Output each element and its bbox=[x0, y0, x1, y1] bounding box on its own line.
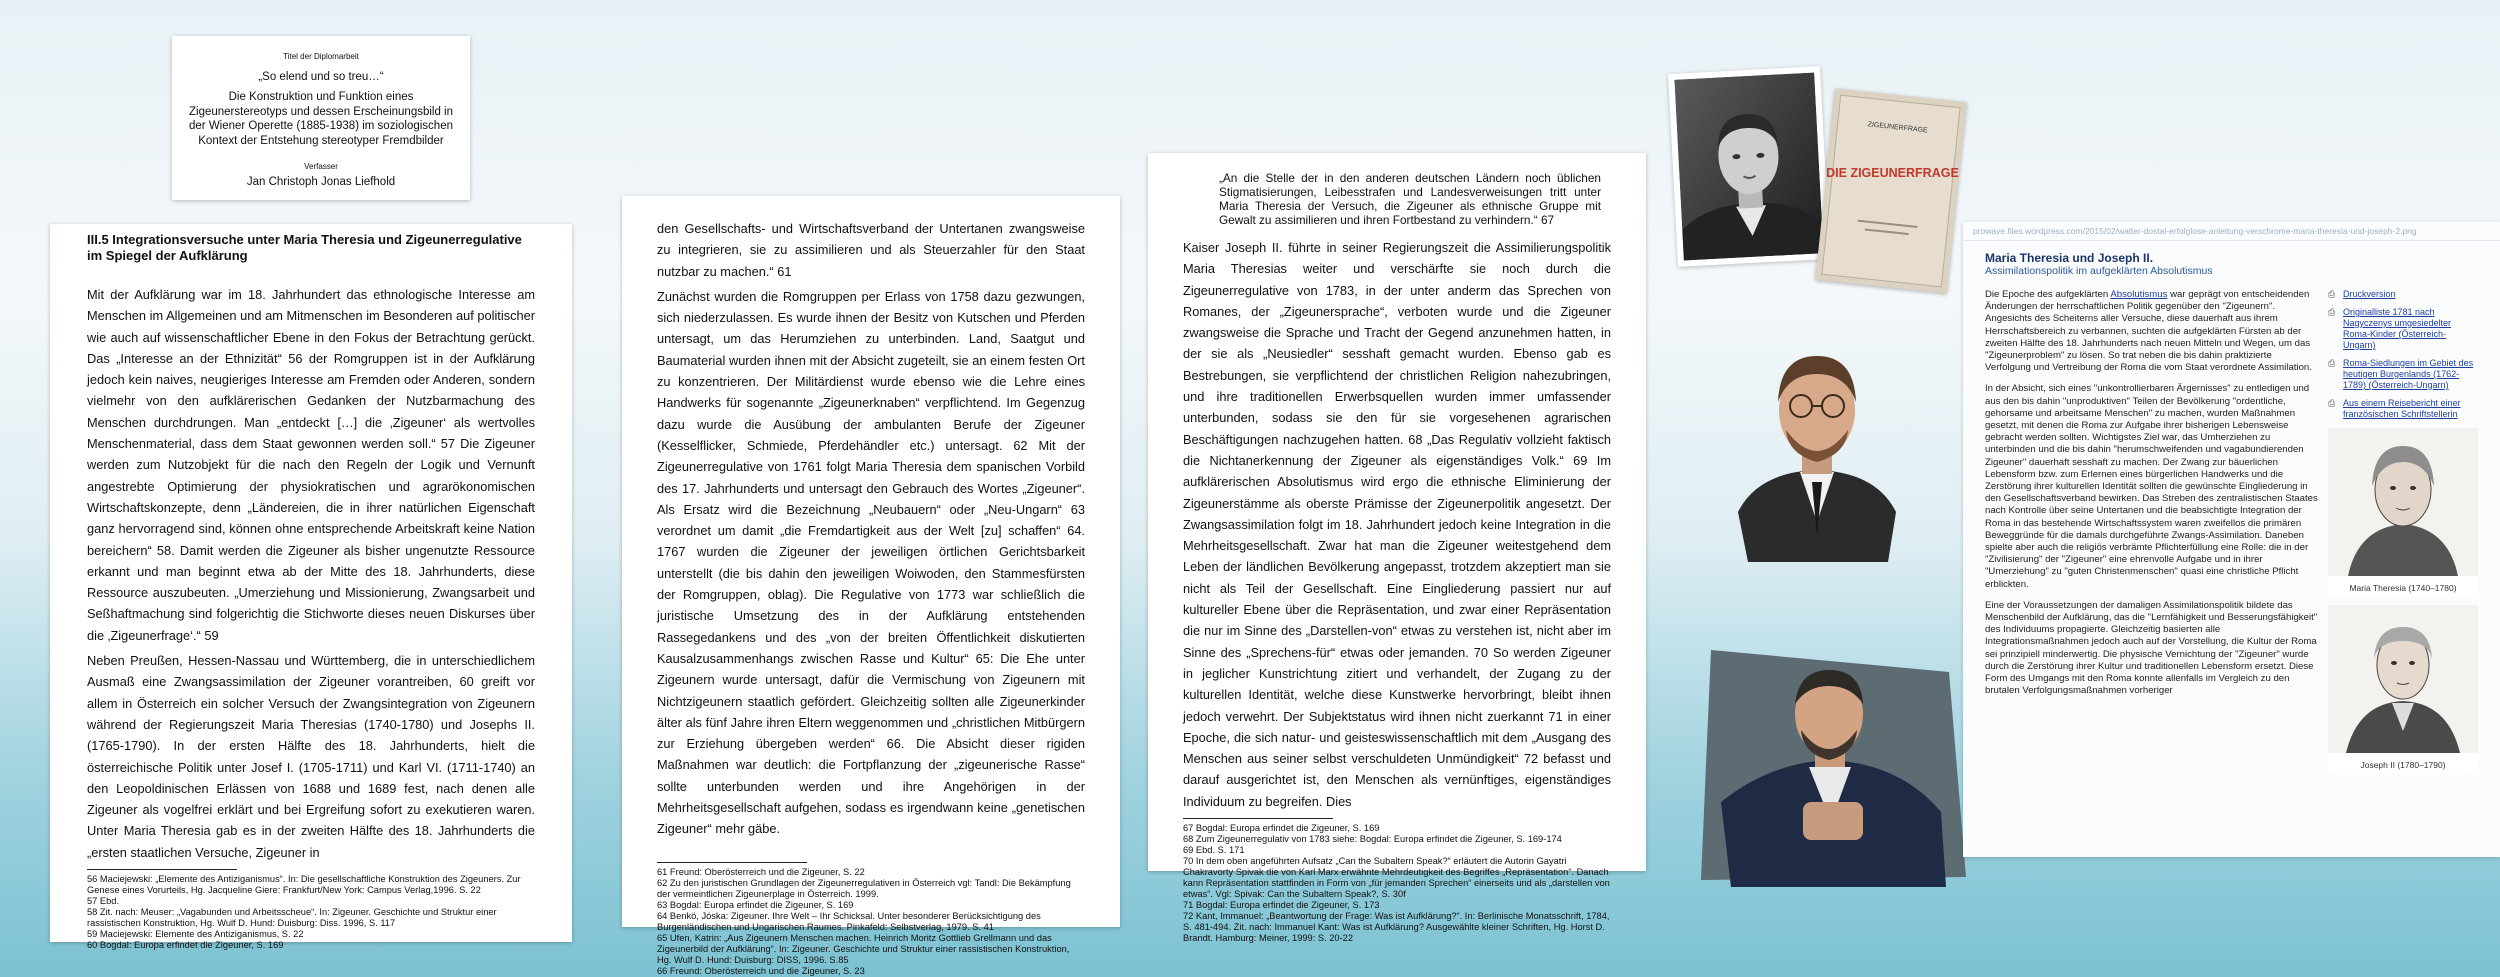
image-url-bar[interactable]: prowave.files.wordpress.com/2015/02/walter-dostal-erfolglose-anleitung-verschrome-maria-theresia-und-joseph-2.png bbox=[1963, 222, 2500, 241]
footnote: 65 Ufen, Katrin: „Aus Zigeunern Menschen machen. Heinrich Moritz Gottlieb Grellmann und das Zigeunerbild der Aufklärung“. In: Zigeuner. Geschichte und Struktur einer rassistischen Konstruktion, Hg. Wulf D. Hund: Duisburg: DISS, 1996. S.85 bbox=[657, 932, 1070, 965]
link-item[interactable] bbox=[2328, 398, 2478, 420]
document-page-3 bbox=[1148, 153, 1646, 944]
footnote: 66 Freund: Oberösterreich und die Zigeuner, S. 23 bbox=[657, 965, 865, 976]
article-paragraph: Die Epoche des aufgeklärten Absolutismus war geprägt von entscheidenden Änderungen der herrschaftlichen Politik gegenüber den "Zigeunern". Angesichts des Scheiterns aller Versuche, diese dauerhaft aus ihrem Herrschaftsbereich zu verbannen, suchten die aufgeklärten Fürsten ab der zweiten Hälfte des 18. Jahrhunderts nach neuen Mitteln und Wegen, um das "Zigeunerproblem" zu lösen. So trat neben die bis dahin praktizierte Verfolgung und Vertreibung der Roma die vom Staat verordnete Assimilation. bbox=[1985, 289, 2312, 374]
article-text bbox=[1985, 289, 2318, 774]
document-icon: ⎙ bbox=[2328, 307, 2336, 317]
footnote: 69 Ebd. S. 171 bbox=[1183, 845, 1245, 856]
absolutismus-link[interactable]: Absolutismus bbox=[2110, 289, 2168, 300]
link-item[interactable] bbox=[2328, 289, 2478, 300]
article-sidebar bbox=[2328, 289, 2478, 774]
travel-report-link[interactable]: Aus einem Reisebericht einer französischen Schriftstellerin bbox=[2343, 398, 2461, 419]
title-label: Titel der Diplomarbeit bbox=[283, 52, 359, 61]
link-item[interactable] bbox=[2328, 307, 2478, 351]
portrait-caption: Maria Theresia (1740–1780) bbox=[2349, 583, 2457, 593]
footnote: 71 Bogdal: Europa erfindet die Zigeuner, S. 173 bbox=[1183, 900, 1380, 911]
paragraph: Neben Preußen, Hessen-Nassau und Württemberg, die in unterschiedlichem Ausmaß eine Zwangsassimilation der Zigeuner vorantreiben, 60 greift vor allem in Österreich ein solcher Versuch der Zwangsintegration von Zigeunern während der Regierungszeit Maria Theresias (1740-1780) und Josephs II. (1765-1790). In der ersten Hälfte des 18. Jahrhunderts, hielt die österreichische Politik unter Josef I. (1705-1711) und Karl VI. (1711-1740) an den Leopoldinischen Erlässen von 1688 und 1689 fest, nach denen alle Zigeuner als vogelfrei erklärt und bei Ergreifung sofort zu exekutieren waren. Unter Maria Theresia gab es in der zweiten Hälfte des 18. Jahrhunderts die „ersten staatlichen Versuche, Zigeuner in bbox=[87, 653, 535, 860]
footnotes bbox=[657, 867, 1085, 977]
footnote: 61 Freund: Oberösterreich und die Zigeuner, S. 22 bbox=[657, 866, 865, 877]
speaker-photo bbox=[1691, 642, 1971, 887]
footnote-divider bbox=[87, 869, 237, 870]
thesis-subtitle: Die Konstruktion und Funktion eines Zigeunerstereotyps und dessen Erscheinungsbild in der Wiener Operette (1885-1938) im soziologischen Kontext der Entstehung stereotyper Fremdbilder bbox=[188, 91, 454, 147]
portrait-photo bbox=[1668, 66, 1830, 267]
footnote: 70 In dem oben angeführten Aufsatz „Can the Subaltern Speak?“ erläutert die Autorin Gayatri Chakravorty Spivak die von Karl Marx erwähnte Mehrdeutigkeit des Begriffes „Repräsentation“. Danach kann Repräsentation stattfinden in Form von „für jemanden Sprechen“ einerseits und als „darstellen von etwas“. Vgl: Spivak: Can the Subaltern Speak?, S. 30f bbox=[1183, 856, 1610, 900]
thesis-title-card bbox=[172, 36, 470, 200]
section-heading: III.5 Integrationsversuche unter Maria Theresia und Zigeunerregulative im Spiegel der Aufklärung bbox=[87, 232, 522, 263]
footnotes bbox=[87, 874, 535, 951]
footnote: 59 Maciejewski: Elemente des Antiziganismus, S. 22 bbox=[87, 929, 304, 940]
article-title: Maria Theresia und Joseph II. bbox=[1985, 251, 2154, 265]
print-icon: ⎙ bbox=[2328, 289, 2336, 299]
settlements-link[interactable]: Roma-Siedlungen im Gebiet des heutigen Burgenlands (1762-1789) (Österreich-Ungarn) bbox=[2343, 358, 2474, 390]
footnote: 58 Zit. nach: Meuser: „Vagabunden und Arbeitsscheue“. In: Zigeuner. Geschichte und Struktur einer rassistischen Konstruktion, Hg. Wulf D. Hund: Duisburg: Diss. 1996, S. 117 bbox=[87, 907, 497, 929]
article-paragraph: In der Absicht, sich eines "unkontrollierbaren Ärgernisses" zu entledigen und aus den bis dahin "unproduktiven" Teilen der Bevölkerung "ordentliche, gehorsame und arbeitsame Menschen" zu machen, wurden Maßnahmen gesetzt, mit denen die Roma zur Aufgabe ihrer bisherigen Lebensweise gebracht werden sollten. Wichtigstes Ziel war, das Umherziehen zu unterbinden und die bis dahin "herumschweifenden und vagabundierenden Zigeuner" dauerhaft sesshaft zu machen. Der Zwang zur bäuerlichen Lebensform bzw. zum Erlernen eines bürgerlichen Handwerks und die Zerstörung ihrer kulturellen Identität sollten die gewünschte Eingliederung in den Gesellschaftsverband bewirken. Das Streben des zentralistischen Staates nach Kontrolle über seine Untertanen und die beabsichtigte Integration der Roma in das bestehende Wirtschaftssystem waren zweifellos die primären Beweggründe für die damals durchgeführte Zwangs-Assimilation. Daneben spielte aber auch die religiös verbrämte Pflichterfüllung eine Rolle: die in der "Zivilisierung" der "Zigeuner" eine ehrenvolle Aufgabe und in ihrer "Umerziehung" zu "guten Christenmenschen" quasi eine christliche Pflicht erblickten. bbox=[1985, 383, 2318, 590]
man-photo bbox=[1728, 322, 1906, 562]
thesis-title: „So elend und so treu…“ bbox=[258, 70, 384, 83]
document-icon: ⎙ bbox=[2328, 358, 2336, 368]
footnote: 67 Bogdal: Europa erfindet die Zigeuner, S. 169 bbox=[1183, 823, 1380, 834]
book-cover-image bbox=[1815, 89, 1966, 294]
block-quote: „An die Stelle der in den anderen deutschen Ländern noch üblichen Stigmatisierungen, Leibesstrafen und Landesverweisungen tritt unter Maria Theresia der Versuch, die Zigeuner als ethnische Gruppe mit Gewalt zu assimilieren und ihren Fortbestand zu verhindern.“ 67 bbox=[1219, 171, 1601, 227]
footnote-divider bbox=[1183, 818, 1333, 819]
footnote: 56 Maciejewski: „Elemente des Antiziganismus“. In: Die gesellschaftliche Konstruktion des Zigeuners. Zur Genese eines Vorurteils, Hg. Jacqueline Giere: Frankfurt/New York: Campus Verlag,1996. S. 22 bbox=[87, 874, 521, 896]
footnote: 64 Benkö, Jóska: Zigeuner. Ihre Welt – Ihr Schicksal. Unter besonderer Berücksichtigung des Burgenländischen und Ungarischen Raumes. Pinkafeld: Selbstverlag, 1979. S. 41 bbox=[657, 910, 1041, 932]
list-link[interactable]: Originalliste 1781 nach Nagyczenys umgesiedelter Roma-Kinder (Österreich-Ungarn) bbox=[2343, 307, 2452, 350]
footnote: 63 Bogdal: Europa erfindet die Zigeuner, S. 169 bbox=[657, 899, 854, 910]
book-title: DIE ZIGEUNERFRAGE bbox=[1826, 166, 1959, 181]
book-top-text: ZIGEUNERFRAGE bbox=[1867, 121, 1928, 135]
web-article bbox=[1963, 222, 2500, 857]
print-version-link[interactable]: Druckversion bbox=[2343, 289, 2396, 299]
portrait-image bbox=[1674, 72, 1823, 260]
footnotes bbox=[1183, 823, 1611, 944]
related-links bbox=[2328, 289, 2478, 420]
author-label: Verfasser bbox=[304, 162, 338, 171]
joseph-ii-portrait bbox=[2328, 605, 2478, 774]
page-body bbox=[657, 218, 1085, 840]
paragraph: Kaiser Joseph II. führte in seiner Regierungszeit die Assimilierungspolitik Maria Theresias weiter und verschärfte sie noch durch die Zigeunerregulative von 1783, in der unter anderm das Sprechen von Romanes, der „Zigeunersprache“, verboten wurde und die Zigeuner zwangsweise die Sprache und Tracht der Gegend anzunehmen hatten, in der sie als „Neusiedler“ sesshaft gemacht wurden. Ebenso gab es Bestrebungen, sie verpflichtend der christlichen Religion nahezubringen, und ihre traditionellen Erwerbsquellen wurden immer umfassender unterbunden, sodass sie den für sie vorgesehenen agrarischen Beschäftigungen nachzugehen hatten. 68 „Das Regulativ vollzieht faktisch die Nichtanerkennung der Zigeuner als eigenständiges Volk.“ 69 Im aufklärerischen Absolutismus wird ergo die ethnische Eliminierung der Zigeunerstämme als oberste Prämisse der Zigeunerpolitik angesetzt. Der Zwangsassimilation folgt im 18. Jahrhundert jedoch keine Integration in die Mehrheitsgesellschaft. Zwar hat man die Zigeuner weitestgehend dem Leben der ländlichen Bevölkerung angepasst, trotzdem akzeptiert man sie nicht als Teil der Gesellschaft. Eine Eingliederung passiert nur auf kultureller Ebene über die Repräsentation, und zwar einer Repräsentation die nur im Sinne des „Darstellen-von“ etwas zu verstehen ist, nicht aber im Sinne des „Sprechens-für“ etwas oder jemanden. 70 So werden Zigeuner in jeglicher Kunstrichtung zitiert und verhandelt, der Zugang zu der kulturellen Identität, welche diese Kunstwerke hervorbringt, bleibt ihnen jedoch verwehrt. Der Subjektstatus wird ihnen nicht zuerkannt 71 in einer Epoche, die sich natur- und geisteswissenschaftlich mit dem „Ausgang des Menschen aus seiner selbst verschuldeten Unmündigkeit“ 72 befasst und darauf ausgerichtet ist, den Menschen als vernünftiges, eigenständiges Individuum zu begreifen. Dies bbox=[1183, 240, 1611, 809]
footnote: 68 Zum Zigeunerregulativ von 1783 siehe: Bogdal: Europa erfindet die Zigeuner, S. 169-174 bbox=[1183, 834, 1562, 845]
document-page-2 bbox=[622, 196, 1120, 976]
thesis-author: Jan Christoph Jonas Liefhold bbox=[246, 175, 396, 188]
paragraph: Mit der Aufklärung war im 18. Jahrhundert das ethnologische Interesse am Menschen im Allgemeinen und am Mitmenschen im Besonderen auf politischer wie auch auf wissenschaftlicher Ebene in den Fokus der Betrachtung gerückt. Das „Interesse an der Ethnizität“ 56 der Romgruppen ist in der Aufklärung jedoch kein naives, neugieriges Interesse am Fremden oder Anderen, sondern vielmehr von den aufklärerischen Gedanken der Nutzbarmachung des Menschen durchdrungen. Man „entdeckt […] die ‚Zigeuner‘ als wertvolles Menschenmaterial, dass dem Staat gewonnen werden soll.“ 57 Die Zigeuner werden zum Nutzobjekt für die nach den Regeln der Logik und Vernunft angestrebte Optimierung der physiokratischen und agrarökonomischen Wirtschaftskonzepte, denn „Ländereien, die in ihrer natürlichen Eigenschaft ganz hervorragend sind, können ohne entsprechende Arbeitskraft keine Nation bereichern“ 58. Damit werden die Zigeuner als bisher ungenutzte Ressource erkannt und man beginnt etwa ab der Mitte des 18. Jahrhunderts, diese Ressource auszubeuten. „Umerziehung und Missionierung, Zwangsarbeit und Seßhaftmachung sind folgerichtig die Stichworte dieses neuen Diskurses über die ‚Zigeunerfrage‘.“ 59 bbox=[87, 287, 535, 643]
paragraph: den Gesellschafts- und Wirtschaftsverband der Untertanen zwangsweise zu integrieren, sie zu assimilieren und als Steuerzahler für den Staat nutzbar zu machen.“ 61 bbox=[657, 221, 1085, 279]
article-paragraph: Eine der Voraussetzungen der damaligen Assimilationspolitik bildete das Menschenbild der Aufklärung, das die "Lernfähigkeit und Besserungsfähigkeit" des Individuums propagierte. Gleichzeitig basierten alle Integrationsmaßnahmen jedoch auch auf der Vorstellung, die Kultur der Roma sei prinzipiell minderwertig. Die physische Vernichtung der "Zigeuner" wurde durch die Zerstörung ihrer Kultur und traditionellen Lebensform ersetzt. Diese Form des Umgangs mit den Roma konnte allenfalls im Vergleich zu den brutalen Verfolgungsmaßnahmen vorheriger bbox=[1985, 599, 2318, 697]
portrait-caption: Joseph II (1780–1790) bbox=[2360, 760, 2446, 770]
footnote: 60 Bogdal: Europa erfindet die Zigeuner, S. 169 bbox=[87, 940, 284, 951]
footnote: 62 Zu den juristischen Grundlagen der Zigeunerregulativen in Österreich vgl: Tandl: Die Bekämpfung der vermeintlichen Zigeunerplage in Österreich. 1999. bbox=[657, 877, 1071, 899]
footnote-divider bbox=[657, 862, 807, 863]
page-body bbox=[87, 284, 535, 863]
footnote: 72 Kant, Immanuel: „Beantwortung der Frage: Was ist Aufklärung?“. In: Berlinische Monatsschrift, 1784, S. 481-494. Zit. nach: Immanuel Kant: Was ist Aufklärung? Ausgewählte kleiner Schriften, Hg. Horst D. Brandt. Hamburg: Meiner, 1999: S. 20-22 bbox=[1183, 911, 1610, 944]
article-subtitle: Assimilationspolitik im aufgeklärten Absolutismus bbox=[1985, 265, 2213, 277]
paragraph: Zunächst wurden die Romgruppen per Erlass von 1758 dazu gezwungen, sich niederzulassen. Es wurde ihnen der Besitz von Kutschen und Pferden untersagt, um das Herumziehen zu unterbinden. Land, Saatgut und Baumaterial wurden ihnen mit der Absicht zugeteilt, sie an einem festen Ort zu konzentrieren. Der Militärdienst wurde ebenso wie die Lehre eines Handwerks für sogenannte „Zigeunerknaben“ verpflichtend. Im Gegenzug dazu wurde die Ausübung der ambulanten Berufe der Zigeuner (Kesselflicker, Schmiede, Pferdehändler etc.) untersagt. 62 Mit der Zigeunerregulative von 1761 folgt Maria Theresia dem spanischen Vorbild des 17. Jahrhunderts und untersagt den Gebrauch des Wortes „Zigeuner“. Als Ersatz wird die Bezeichnung „Neubauern“ oder „Neu-Ungarn“ 63 verordnet um damit „die Fremdartigkeit aus der Welt [zu] schaffen“ 64. 1767 wurden die Zigeuner der jeweiligen örtlichen Gerichtsbarkeit unterstellt (die bis dahin den jeweiligen Woiwoden, den Stammesfürsten der Romgruppen, oblag). Die Regulative von 1773 war schließlich die juristische Umsetzung des in der Aufklärung entstehenden Rassegedankens und des „von der breiten Öffentlichkeit diskutierten Kausalzusammenhangs zwischen Rasse und Kultur“ 65: Die Ehe unter Zigeunern wurde untersagt, dafür die Vermischung von Zigeunern mit Nichtzigeunern staatlich gefördert. Gleichzeitig sollten alle Zigeunerkinder älter als fünf Jahre ihren Eltern weggenommen und „christlichen Mitbürgern zur Erziehung übergeben werden“ 66. Die Absicht dieser rigiden Maßnahmen war deutlich: die Fortpflanzung der „zigeunerische Rasse“ sollte unterbunden werden und ihre Angehörigen in der Mehrheitsgesellschaft aufgehen, sodass es irgendwann keine „genetischen Zigeuner“ mehr gäbe. bbox=[657, 288, 1085, 837]
page-body bbox=[1183, 237, 1611, 812]
link-item[interactable] bbox=[2328, 358, 2478, 391]
maria-theresia-portrait bbox=[2328, 428, 2478, 597]
document-icon: ⎙ bbox=[2328, 398, 2336, 408]
footnote: 57 Ebd. bbox=[87, 896, 120, 907]
document-page-1 bbox=[50, 224, 572, 951]
